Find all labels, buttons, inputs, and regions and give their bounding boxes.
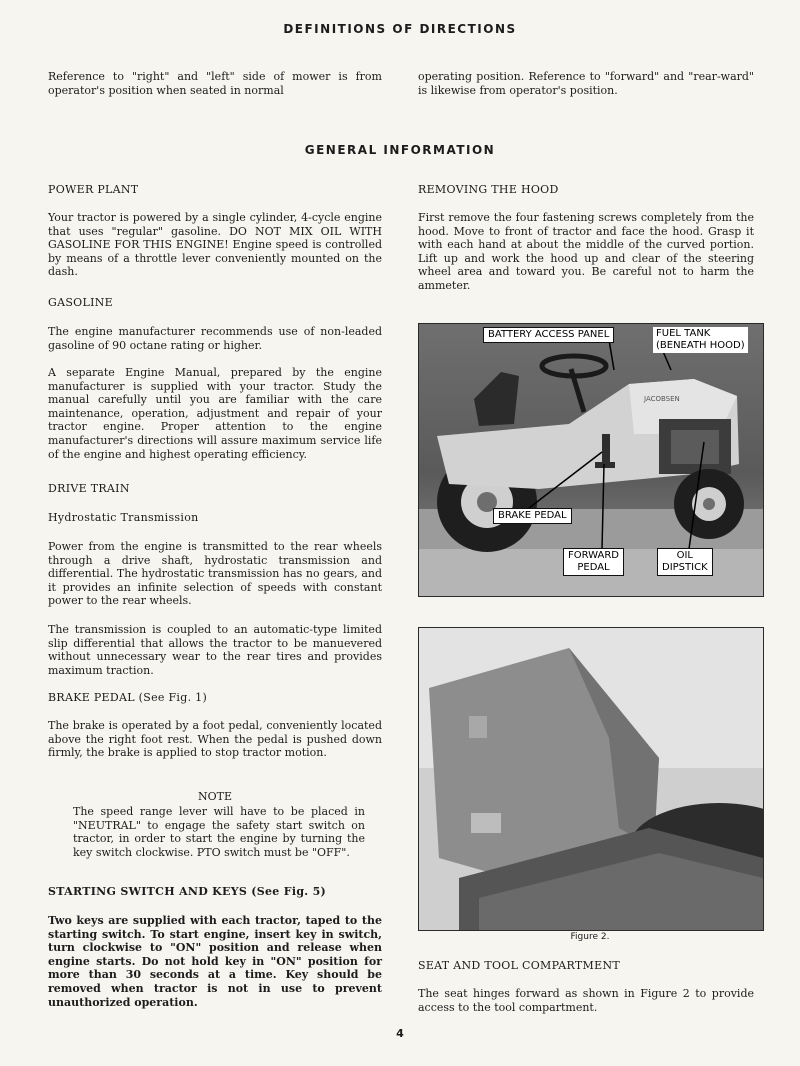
drive-train-text-1: Power from the engine is transmitted to the rear wheels through a drive shaft, hydrostatic transmission and differential. The hydrostatic transmission has no gears, and it provides an infinite selection of speeds with constant power to the rear wheels. — [48, 540, 382, 608]
definitions-text-left: Reference to "right" and "left" side of mower is from operator's position when seated in normal — [48, 70, 382, 97]
drive-train-text-2: The transmission is coupled to an automatic-type limited slip differential that allows the tractor to be manuevered without unnecessary wear to the rear tires and provides maximum traction. — [48, 623, 382, 677]
gasoline-text-1: The engine manufacturer recommends use of non-leaded gasoline of 90 octane rating or higher. — [48, 325, 382, 352]
brake-pedal-heading: BRAKE PEDAL (See Fig. 1) — [48, 691, 208, 704]
brake-pedal-text: The brake is operated by a foot pedal, conveniently located above the right foot rest. When the pedal is pushed down firmly, the brake is applied to stop tractor motion. — [48, 719, 382, 760]
drive-train-heading: DRIVE TRAIN — [48, 482, 130, 495]
callout-forward-pedal — [563, 548, 624, 576]
callout-brake-pedal: BRAKE PEDAL — [493, 508, 572, 524]
definitions-text-right: operating position. Reference to "forward" and "rear-ward" is likewise from operator's position. — [418, 70, 754, 97]
callout-forward-pedal-line-1: FORWARD — [568, 550, 619, 561]
power-plant-text: Your tractor is powered by a single cylinder, 4-cycle engine that uses "regular" gasoline. DO NOT MIX OIL WITH GASOLINE FOR THIS ENGINE! Engine speed is controlled by means of a throttle lever conveniently mounted on the dash. — [48, 211, 382, 279]
note-heading: NOTE — [197, 790, 232, 803]
jacobsen-badge: JACOBSEN — [644, 395, 680, 403]
seat-tool-text: The seat hinges forward as shown in Figure 2 to provide access to the tool compartment. — [418, 987, 754, 1014]
gasoline-heading: GASOLINE — [48, 296, 113, 309]
hydrostatic-subheading: Hydrostatic Transmission — [48, 511, 199, 524]
starting-switch-heading: STARTING SWITCH AND KEYS (See Fig. 5) — [48, 885, 327, 898]
callout-fuel-tank — [653, 327, 748, 353]
definitions-title: DEFINITIONS OF DIRECTIONS — [283, 22, 517, 36]
callout-oil-dipstick-line-2: DIPSTICK — [662, 562, 708, 573]
seat-tool-heading: SEAT AND TOOL COMPARTMENT — [418, 959, 621, 972]
page-number: 4 — [396, 1027, 404, 1040]
power-plant-heading: POWER PLANT — [48, 183, 139, 196]
removing-hood-heading: REMOVING THE HOOD — [418, 183, 559, 196]
starting-switch-text: Two keys are supplied with each tractor, taped to the starting switch. To start engine, insert key in switch, turn clockwise to "ON" position and release when engine starts. Do not hold key in "ON" position for more than 30 seconds at a time. Key should be removed when tractor is not in use to prevent unauthorized operation. — [48, 914, 382, 1009]
callout-forward-pedal-line-2: PEDAL — [577, 562, 610, 573]
callout-battery-access-panel: BATTERY ACCESS PANEL — [483, 327, 614, 343]
gasoline-text-2: A separate Engine Manual, prepared by the engine manufacturer is supplied with your tractor. Study the manual carefully until you are familiar with the care maintenance, operation, adjustment and repair of your tractor engine. Proper attention to the engine manufacturer's directions will assure maximum service life of the engine and highest operating efficiency. — [48, 366, 382, 461]
callout-fuel-tank-line-1: FUEL TANK — [656, 328, 711, 339]
callout-oil-dipstick-line-1: OIL — [676, 550, 694, 561]
general-information-title: GENERAL INFORMATION — [304, 143, 496, 157]
figure-2-photo — [418, 627, 764, 931]
figure-2-caption: Figure 2. — [570, 932, 610, 942]
callout-fuel-tank-line-2: (BENEATH HOOD) — [656, 340, 745, 351]
removing-hood-text: First remove the four fastening screws completely from the hood. Move to front of tractor and face the hood. Grasp it with each hand at about the middle of the curved portion. Lift up and work the hood up and clear of the steering wheel area and toward you. Be careful not to harm the ammeter. — [418, 211, 754, 292]
tool-compartment-illustration — [419, 628, 763, 930]
figure-1-photo — [418, 323, 764, 597]
callout-oil-dipstick — [657, 548, 713, 576]
note-text: The speed range lever will have to be placed in "NEUTRAL" to engage the safety start switch on tractor, in order to start the engine by turning the key switch clockwise. PTO switch must be "OFF". — [73, 805, 365, 859]
